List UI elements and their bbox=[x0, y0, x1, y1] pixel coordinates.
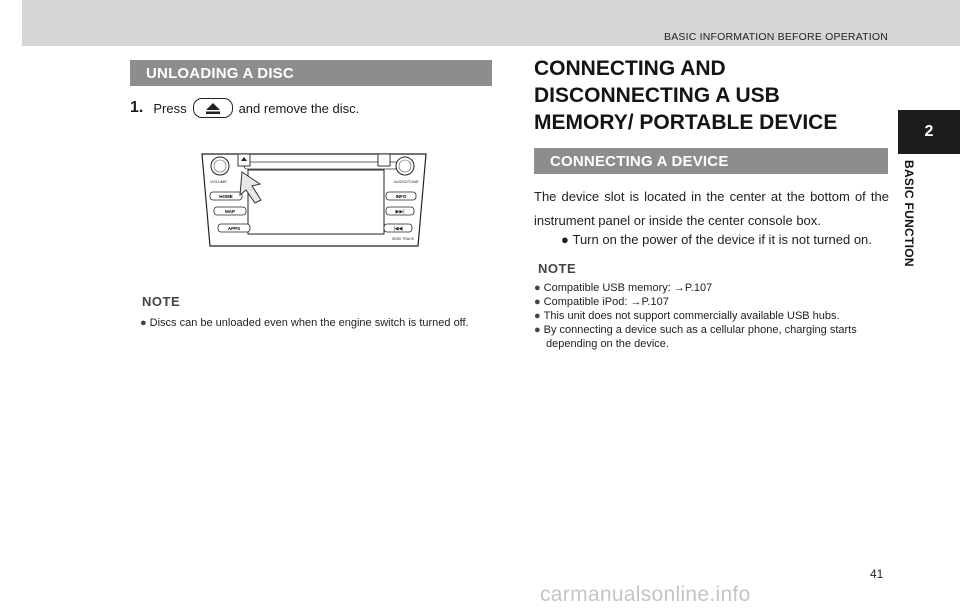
section-title-unloading: UNLOADING A DISC bbox=[130, 60, 492, 86]
svg-text:▶▶|: ▶▶| bbox=[395, 209, 405, 215]
chapter-label: BASIC FUNCTION bbox=[902, 160, 916, 267]
svg-text:HOME: HOME bbox=[219, 194, 233, 199]
sidebar-rule bbox=[922, 160, 923, 590]
volume-knob bbox=[211, 157, 229, 175]
bullet-icon: ● bbox=[561, 232, 569, 247]
step-text-before: Press bbox=[153, 100, 187, 116]
watermark: carmanualsonline.info bbox=[540, 583, 751, 606]
note-item: ● Compatible USB memory: →P.107 bbox=[534, 282, 713, 294]
bullet-icon: ● bbox=[534, 282, 541, 294]
svg-text:APPS: APPS bbox=[227, 226, 241, 231]
note-title-right: NOTE bbox=[538, 261, 577, 276]
note-item: ● By connecting a device such as a cellular phone, charging starts depending on the device. bbox=[534, 324, 857, 350]
sub-bullet: ● Turn on the power of the device if it is not turned on. bbox=[561, 232, 872, 247]
section-title-connecting: CONNECTING A DEVICE bbox=[534, 148, 888, 174]
note-item: ● This unit does not support commercially available USB hubs. bbox=[534, 310, 840, 322]
svg-text:|◀◀: |◀◀ bbox=[393, 226, 403, 232]
eject-button-icon bbox=[193, 98, 233, 118]
svg-text:INFO: INFO bbox=[395, 194, 407, 199]
menu-key bbox=[378, 154, 390, 166]
page-number: 41 bbox=[870, 567, 884, 581]
note-title-left: NOTE bbox=[142, 294, 181, 309]
seek-track-label: SEEK TRACK bbox=[392, 237, 415, 241]
bullet-icon: ● bbox=[140, 317, 147, 329]
note-item: ● Discs can be unloaded even when the engine switch is turned off. bbox=[140, 317, 469, 329]
note-item: ● Compatible iPod: →P.107 bbox=[534, 296, 669, 308]
page-title: CONNECTING AND DISCONNECTING A USB MEMORY/ PORTABLE DEVICE bbox=[534, 57, 838, 134]
chapter-tab[interactable]: 2 bbox=[898, 110, 960, 154]
running-head: BASIC INFORMATION BEFORE OPERATION bbox=[663, 31, 888, 43]
step-number: 1. bbox=[130, 99, 144, 116]
bullet-icon: ● bbox=[534, 310, 541, 322]
bullet-icon: ● bbox=[534, 324, 541, 336]
audio-tune-label: AUDIO/TUNE bbox=[394, 179, 419, 184]
svg-text:MAP: MAP bbox=[225, 209, 235, 214]
body-paragraph: The device slot is located in the center at the bottom of the instrument panel or inside the center console box. bbox=[534, 189, 889, 228]
display-screen bbox=[248, 170, 384, 234]
step-text-after: and remove the disc. bbox=[238, 100, 360, 116]
volume-label: VOLUME bbox=[210, 179, 227, 184]
bullet-icon: ● bbox=[534, 296, 541, 308]
head-unit-figure bbox=[196, 150, 430, 250]
step-1 bbox=[130, 98, 359, 118]
